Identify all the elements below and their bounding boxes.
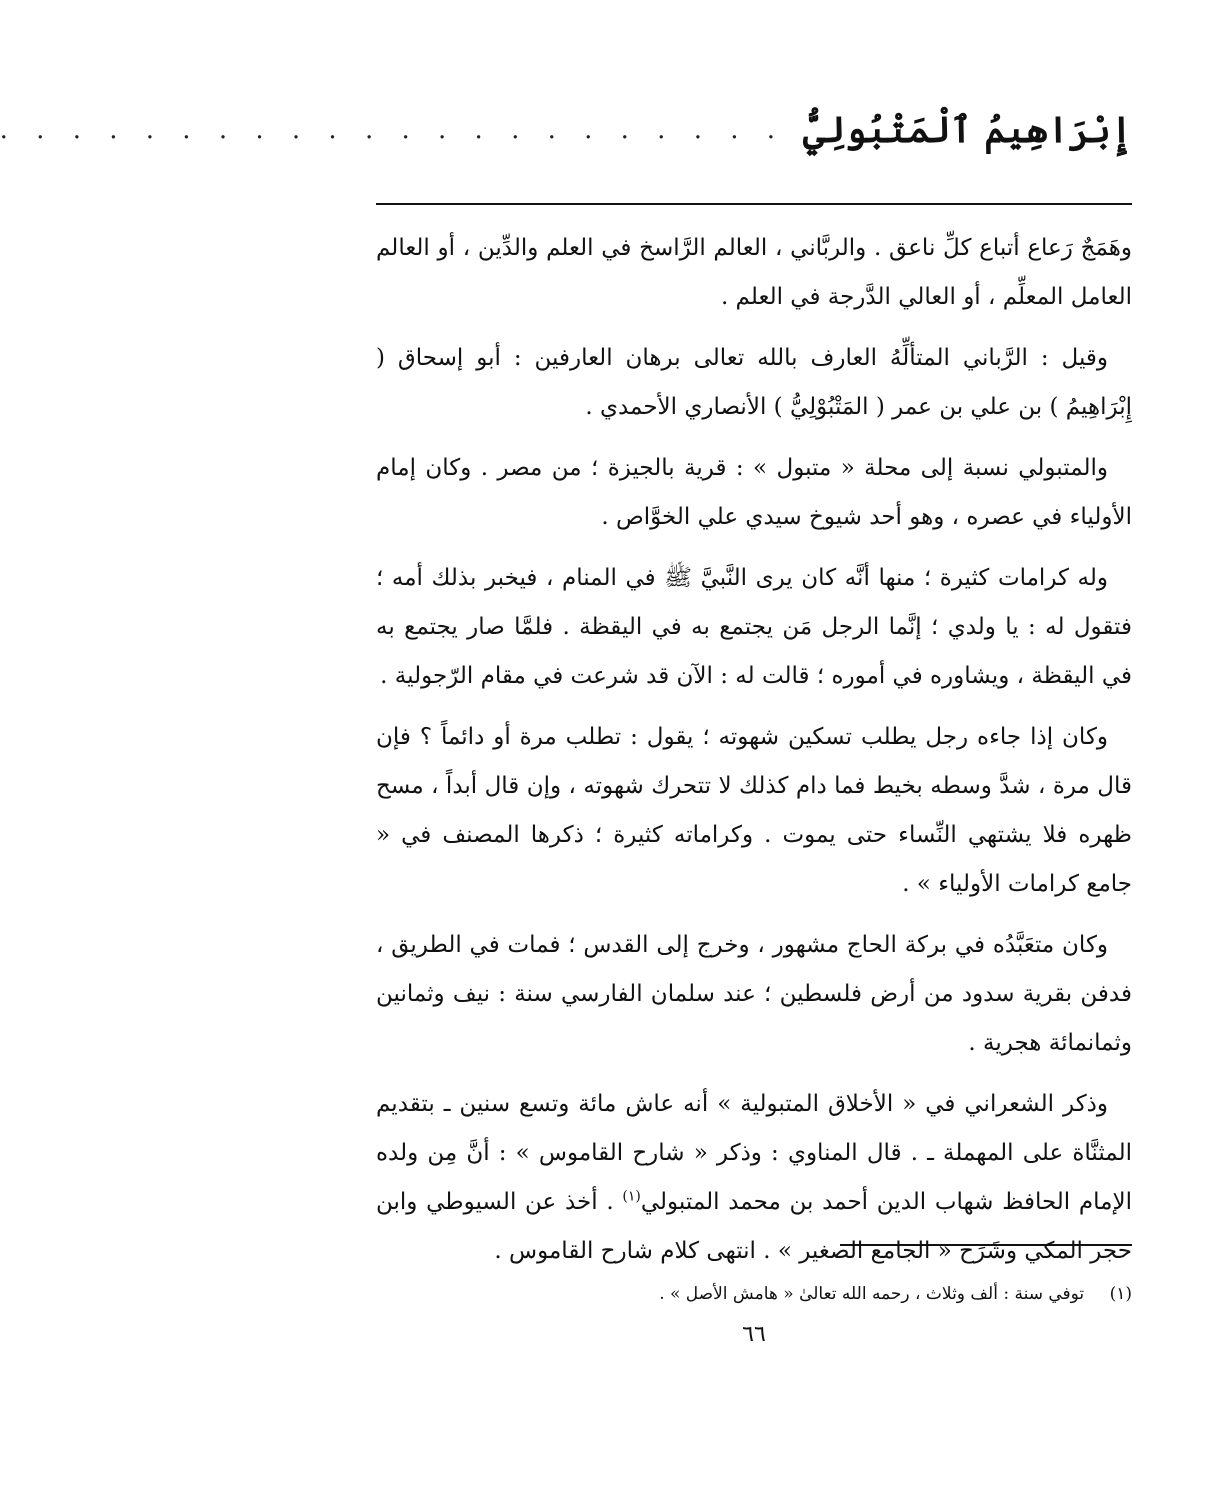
footnote-number: (١) <box>1109 1284 1132 1304</box>
footnote-text: توفي سنة : ألف وثلاث ، رحمه الله تعالىٰ « هامش الأصل » . <box>659 1284 1085 1304</box>
footnote-rule <box>840 1244 1132 1246</box>
main-text <box>376 224 1132 1288</box>
paragraph: وقيل : الرَّباني المتألِّهُ العارف بالله تعالى برهان العارفين : أبو إسحاق ( إِبْرَاهِيمُ ) بن علي بن عمر ( المَتْبُوْلِيُّ ) الأنصاري الأحمدي . <box>376 345 1132 420</box>
header-rule <box>376 203 1132 205</box>
paragraph-with-note <box>376 1080 1132 1276</box>
paragraph: وهَمَجٌ رَعاع أتباع كلِّ ناعق . والربَّاني ، العالم الرَّاسخ في العلم والدِّين ، أو العالم العامل المعلِّم ، أو العالي الدَّرجة في العلم . <box>376 235 1132 310</box>
footnote <box>376 1280 1132 1308</box>
header-leader-dots: . . . . . . . . . . . . . . . . . . . . . . <box>0 115 786 145</box>
running-header <box>0 100 1132 160</box>
paragraph: وكان متعَبَّدُه في بركة الحاج مشهور ، وخرج إلى القدس ؛ فمات في الطريق ، فدفن بقرية سدود من أرض فلسطين ؛ عند سلمان الفارسي سنة : نيف وثمانين وثمانمائة هجرية . <box>376 932 1132 1056</box>
running-title: إِبْرَاهِيمُ ٱلْمَتْبُولِيُّ <box>803 109 1132 151</box>
paragraph: وله كرامات كثيرة ؛ منها أنَّه كان يرى النَّبيَّ ﷺ في المنام ، فيخبر بذلك أمه ؛ فتقول له : يا ولدي ؛ إنَّما الرجل مَن يجتمع به في اليقظة . فلمَّا صار يجتمع به في اليقظة ، ويشاوره في أموره ؛ قالت له : الآن قد شرعت في مقام الرّجولية . <box>376 565 1132 689</box>
paragraph: والمتبولي نسبة إلى محلة « متبول » : قرية بالجيزة ؛ من مصر . وكان إمام الأولياء في عصره ، وهو أحد شيوخ سيدي علي الخوَّاص . <box>376 455 1132 530</box>
paragraph: وكان إذا جاءه رجل يطلب تسكين شهوته ؛ يقول : تطلب مرة أو دائماً ؟ فإن قال مرة ، شدَّ وسطه بخيط فما دام كذلك لا تتحرك شهوته ، وإن قال أبداً ، مسح ظهره فلا يشتهي النِّساء حتى يموت . وكراماته كثيرة ؛ ذكرها المصنف في « جامع كرامات الأولياء » . <box>376 724 1132 897</box>
paragraph-text-part: . أخذ عن السيوطي وابن حجر المكي وشَرَح « الجامع الصغير » . انتهى كلام شارح القاموس . <box>376 1189 1132 1264</box>
page-number: ٦٦ <box>742 1322 766 1347</box>
paragraph-text-part: وذكر الشعراني في « الأخلاق المتبولية » أنه عاش مائة وتسع سنين ـ بتقديم المثنَّاة على المهملة ـ . قال المناوي : وذكر « شارح القاموس » : أنَّ مِن ولده الإمام الحافظ شهاب الدين أحمد بن محمد المتبولي <box>376 1091 1132 1215</box>
footnote-reference: (١) <box>622 1188 641 1205</box>
